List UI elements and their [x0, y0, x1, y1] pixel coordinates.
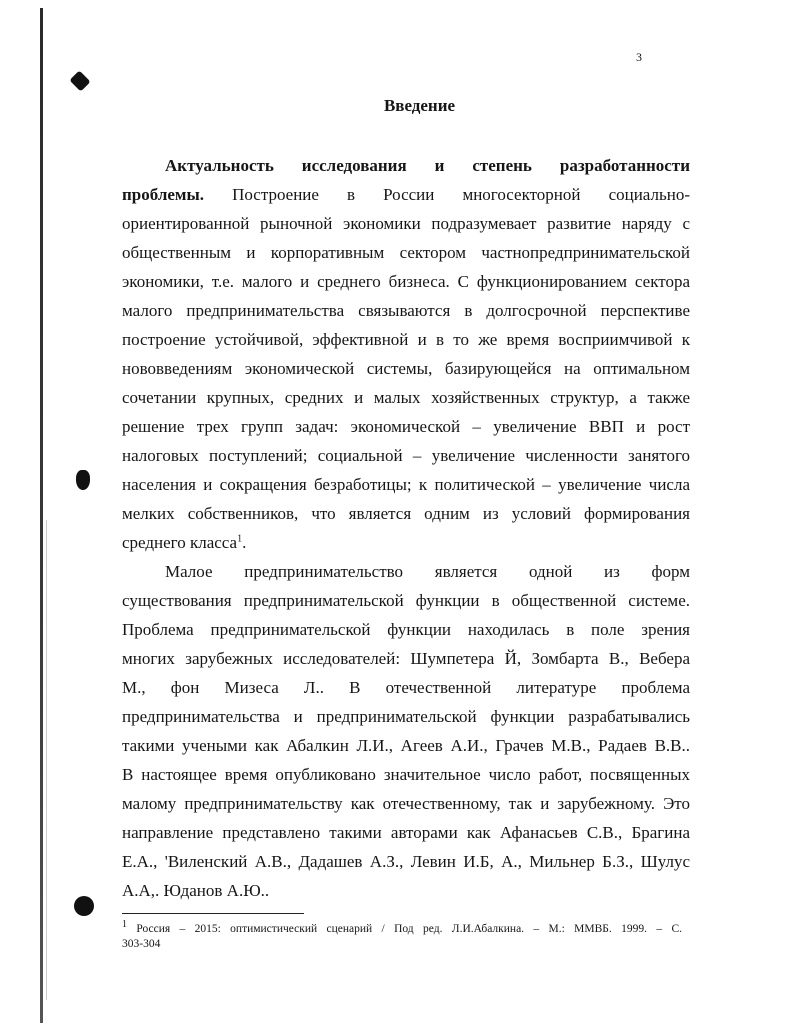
paragraph2-line: Е.А., 'Виленский А.В., Дадашев А.З., Левин И.Б, А., Мильнер Б.З., Шулус: [122, 852, 690, 871]
footnote-reference: 1: [237, 533, 243, 545]
paragraph1-line: малого предпринимательства связываются в долгосрочной перспективе: [122, 301, 690, 320]
paragraph2-line: такими учеными как Абалкин Л.И., Агеев А.И., Грачев М.В., Радаев В.В..: [122, 736, 690, 755]
paragraph1-line-2: проблемы. Построение в России многосекторной социально-: [122, 185, 690, 204]
punch-hole-mark-top: [69, 70, 90, 91]
paragraph2-line: Проблема предпринимательской функции находилась в поле зрения: [122, 620, 690, 639]
page-number: 3: [636, 50, 642, 64]
paragraph1-line: мелких собственников, что является одним из условий формирования: [122, 504, 690, 523]
paragraph2-line: многих зарубежных исследователей: Шумпетера Й, Зомбарта В., Вебера: [122, 649, 690, 668]
punch-hole-mark-middle: [76, 470, 90, 490]
paragraph2-last-line: А.А,. Юданов А.Ю..: [122, 881, 270, 900]
paragraph1-line: ориентированной рыночной экономики подразумевает развитие наряду с: [122, 214, 690, 233]
paragraph1-line: налоговых поступлений; социальной – увеличение численности занятого: [122, 446, 690, 465]
footnote-line-2: 303-304: [122, 938, 161, 950]
paragraph2-line: существования предпринимательской функции в общественной системе.: [122, 591, 690, 610]
paragraph2-line: направление представлено такими авторами как Афанасьев С.В., Брагина: [122, 823, 690, 842]
paragraph1-line: экономики, т.е. малого и среднего бизнеса. С функционированием сектора: [122, 272, 690, 291]
paragraph1-line: решение трех групп задач: экономической – увеличение ВВП и рост: [122, 417, 690, 436]
paragraph2-line: предпринимательства и предпринимательской функции разрабатывались: [122, 707, 690, 726]
footnote-separator: [122, 913, 304, 914]
paragraph1-line: сочетании крупных, средних и малых хозяйственных структур, а также: [122, 388, 690, 407]
paragraph2-line: малому предпринимательству как отечественному, так и зарубежному. Это: [122, 794, 690, 813]
page-title: Введение: [383, 96, 456, 115]
paragraph1-line: построение устойчивой, эффективной и в то же время восприимчивой к: [122, 330, 690, 349]
paragraph1-last-line: среднего класса$^1$.: [122, 533, 247, 552]
paragraph1-line: населения и сокращения безработицы; к политической – увеличение числа: [122, 475, 690, 494]
footnote-number: 1: [122, 919, 127, 931]
scan-binding-edge: [40, 8, 43, 1023]
scan-shadow-line: [46, 520, 47, 1000]
paragraph2-line: М., фон Мизеса Л.. В отечественной литературе проблема: [122, 678, 690, 697]
footnote-line-1: $^1$ Россия – 2015: оптимистический сценарий / Под ред. Л.И.Абалкина. – М.: ММВБ. 1999. – С.: [122, 919, 682, 935]
paragraph1-line: нововведениям экономической системы, базирующейся на оптимальном: [122, 359, 690, 378]
paragraph2-line-1: Малое предпринимательство является одной из форм: [165, 562, 691, 581]
punch-hole-mark-bottom: [74, 896, 94, 916]
paragraph1-line-1: Актуальность исследования и степень разработанности: [165, 156, 690, 175]
paragraph1-line: общественным и корпоративным сектором частнопредпринимательской: [122, 243, 690, 262]
paragraph2-line: В настоящее время опубликовано значительное число работ, посвященных: [122, 765, 690, 784]
